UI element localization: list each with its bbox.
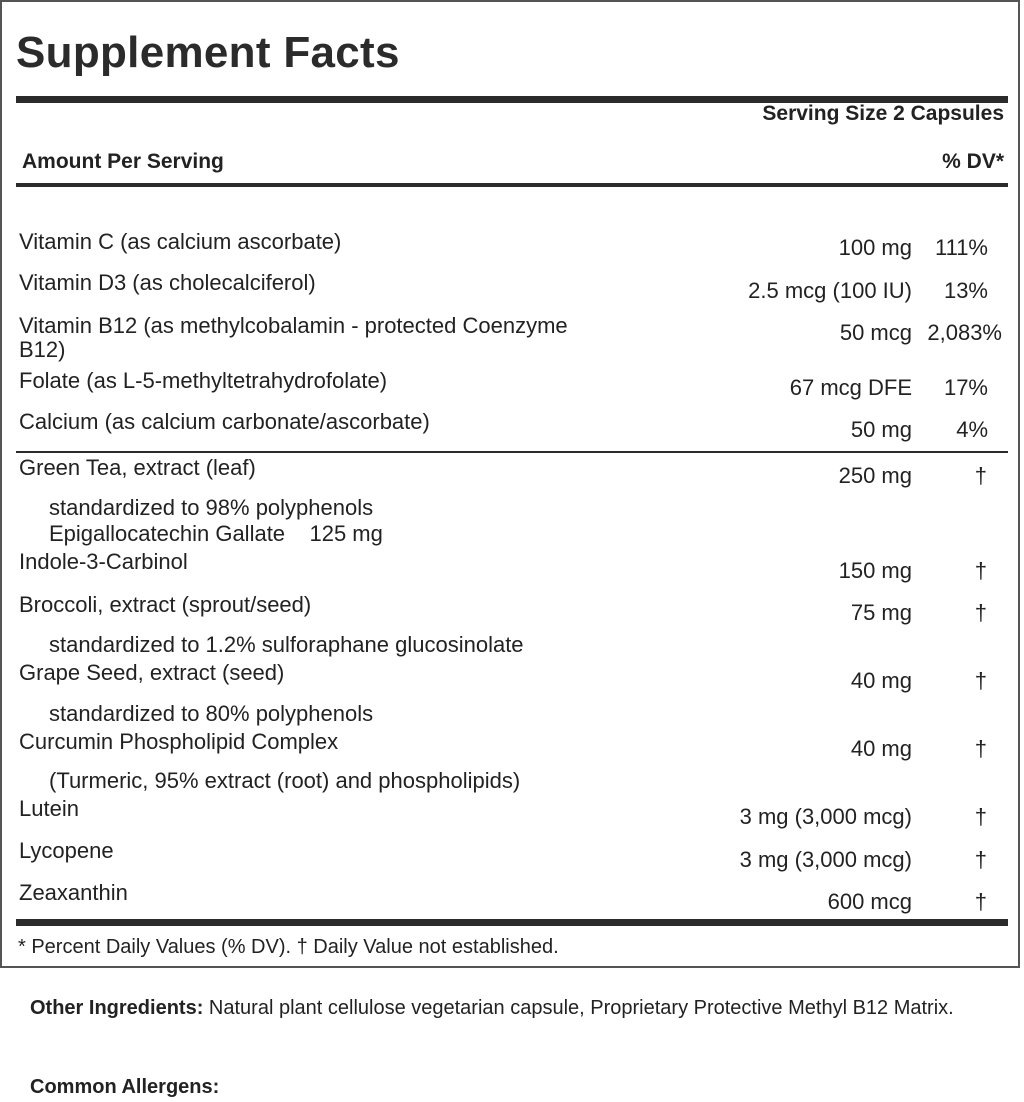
nutrient-dv: 13% (943, 278, 988, 303)
ingredient-detail: standardized to 80% polyphenols (49, 701, 374, 726)
nutrient-name: Vitamin D3 (as cholecalciferol) (19, 270, 316, 295)
nutrient-dv: 4% (956, 417, 988, 442)
serving-size: Serving Size 2 Capsules (762, 102, 1004, 125)
nutrient-dv: 2,083% (927, 320, 1002, 345)
ingredient-dv: † (974, 600, 987, 625)
nutrient-amount: 100 mg (838, 235, 912, 260)
ingredient-dv: † (974, 736, 987, 761)
divider-thin (16, 451, 1008, 453)
divider-bottom (16, 919, 1008, 926)
ingredient-name: Broccoli, extract (sprout/seed) (19, 592, 312, 617)
ingredient-name: Zeaxanthin (19, 880, 128, 905)
ingredient-dv: † (974, 463, 987, 488)
nutrient-name: Calcium (as calcium carbonate/ascorbate) (19, 409, 430, 434)
common-allergens-label: Common Allergens: (30, 1076, 220, 1098)
ingredient-amount: 250 mg (838, 463, 912, 488)
ingredient-amount: 3 mg (3,000 mcg) (739, 847, 912, 872)
nutrient-name: Folate (as L-5-methyltetrahydrofolate) (19, 368, 388, 393)
ingredient-dv: † (974, 668, 987, 693)
dv-footnote: * Percent Daily Values (% DV). † Daily Value not established. (18, 936, 559, 958)
ingredient-name: Grape Seed, extract (seed) (19, 660, 285, 685)
ingredient-dv: † (974, 889, 987, 914)
nutrient-amount: 50 mg (850, 417, 912, 442)
divider-medium (16, 183, 1008, 187)
nutrient-amount: 2.5 mcg (100 IU) (748, 278, 912, 303)
ingredient-name: Indole-3-Carbinol (19, 549, 188, 574)
nutrient-dv: 17% (943, 375, 988, 400)
nutrient-dv: 111% (934, 235, 988, 260)
other-ingredients-label: Other Ingredients: (30, 997, 204, 1019)
ingredient-name: Lycopene (19, 838, 114, 863)
ingredient-amount: 40 mg (850, 668, 912, 693)
ingredient-amount: 150 mg (838, 558, 912, 583)
ingredient-dv: † (974, 847, 987, 872)
ingredient-dv: † (974, 558, 987, 583)
ingredient-detail: (Turmeric, 95% extract (root) and phospholipids) (49, 768, 521, 793)
nutrient-amount: 67 mcg DFE (789, 375, 912, 400)
ingredient-name: Green Tea, extract (leaf) (19, 455, 256, 480)
other-ingredients (30, 992, 1005, 1025)
amount-per-serving-header: Amount Per Serving (22, 150, 224, 173)
nutrient-name: Vitamin B12 (as methylcobalamin - protected Coenzyme (19, 313, 568, 338)
ingredient-amount: 3 mg (3,000 mcg) (739, 804, 912, 829)
dv-header: % DV* (942, 150, 1004, 173)
ingredient-name: Lutein (19, 796, 79, 821)
ingredient-detail: Epigallocatechin Gallate 125 mg (49, 521, 383, 546)
ingredient-amount: 600 mcg (827, 889, 912, 914)
ingredient-amount: 75 mg (850, 600, 912, 625)
ingredient-dv: † (974, 804, 987, 829)
ingredient-amount: 40 mg (850, 736, 912, 761)
nutrient-amount: 50 mcg (839, 320, 912, 345)
other-ingredients-text: Natural plant cellulose vegetarian capsule, Proprietary Protective Methyl B12 Matrix. (203, 997, 954, 1019)
panel-title: Supplement Facts (16, 28, 400, 77)
nutrient-name-cont: B12) (19, 337, 66, 362)
ingredient-detail: standardized to 1.2% sulforaphane glucosinolate (49, 632, 524, 657)
nutrient-name: Vitamin C (as calcium ascorbate) (19, 229, 342, 254)
ingredient-detail: standardized to 98% polyphenols (49, 495, 374, 520)
ingredient-name: Curcumin Phospholipid Complex (19, 729, 339, 754)
